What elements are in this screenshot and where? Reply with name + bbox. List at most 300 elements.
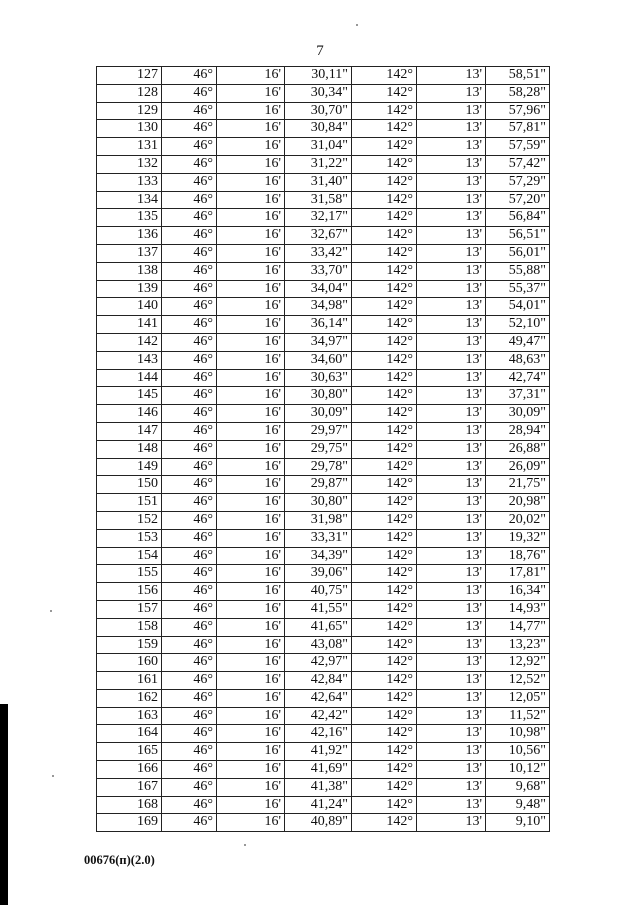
longitude-seconds-cell: 56,51" [486,227,550,245]
latitude-degrees-cell: 46° [162,761,217,779]
latitude-degrees-cell: 46° [162,209,217,227]
latitude-seconds-cell: 34,97" [285,333,352,351]
latitude-seconds-cell: 30,63" [285,369,352,387]
point-number-cell: 130 [97,120,162,138]
scan-speck [50,610,52,612]
latitude-degrees-cell: 46° [162,600,217,618]
point-number-cell: 146 [97,405,162,423]
table-row [97,280,550,298]
longitude-minutes-cell: 13' [417,120,486,138]
table-row [97,636,550,654]
latitude-minutes-cell: 16' [217,654,285,672]
longitude-degrees-cell: 142° [352,494,417,512]
longitude-degrees-cell: 142° [352,761,417,779]
table-row [97,511,550,529]
latitude-degrees-cell: 46° [162,636,217,654]
latitude-minutes-cell: 16' [217,743,285,761]
latitude-minutes-cell: 16' [217,227,285,245]
longitude-minutes-cell: 13' [417,280,486,298]
longitude-minutes-cell: 13' [417,67,486,85]
latitude-degrees-cell: 46° [162,440,217,458]
longitude-seconds-cell: 19,32" [486,529,550,547]
longitude-minutes-cell: 13' [417,244,486,262]
longitude-seconds-cell: 16,34" [486,583,550,601]
longitude-minutes-cell: 13' [417,138,486,156]
longitude-minutes-cell: 13' [417,814,486,832]
latitude-minutes-cell: 16' [217,67,285,85]
latitude-seconds-cell: 30,09" [285,405,352,423]
latitude-seconds-cell: 32,67" [285,227,352,245]
longitude-degrees-cell: 142° [352,440,417,458]
longitude-degrees-cell: 142° [352,654,417,672]
latitude-seconds-cell: 34,60" [285,351,352,369]
latitude-minutes-cell: 16' [217,565,285,583]
longitude-degrees-cell: 142° [352,689,417,707]
latitude-seconds-cell: 30,80" [285,387,352,405]
table-row [97,84,550,102]
longitude-degrees-cell: 142° [352,529,417,547]
longitude-degrees-cell: 142° [352,67,417,85]
point-number-cell: 169 [97,814,162,832]
longitude-seconds-cell: 57,59" [486,138,550,156]
longitude-minutes-cell: 13' [417,262,486,280]
longitude-degrees-cell: 142° [352,120,417,138]
longitude-degrees-cell: 142° [352,547,417,565]
latitude-seconds-cell: 41,65" [285,618,352,636]
table-row [97,618,550,636]
point-number-cell: 162 [97,689,162,707]
latitude-seconds-cell: 42,84" [285,672,352,690]
table-row [97,796,550,814]
longitude-degrees-cell: 142° [352,778,417,796]
latitude-minutes-cell: 16' [217,138,285,156]
latitude-minutes-cell: 16' [217,529,285,547]
table-row [97,369,550,387]
point-number-cell: 156 [97,583,162,601]
latitude-minutes-cell: 16' [217,155,285,173]
scan-speck [52,775,54,777]
longitude-minutes-cell: 13' [417,422,486,440]
table-row [97,262,550,280]
latitude-degrees-cell: 46° [162,743,217,761]
latitude-seconds-cell: 29,78" [285,458,352,476]
latitude-degrees-cell: 46° [162,422,217,440]
latitude-seconds-cell: 41,24" [285,796,352,814]
latitude-degrees-cell: 46° [162,120,217,138]
latitude-seconds-cell: 34,04" [285,280,352,298]
table-row [97,405,550,423]
point-number-cell: 142 [97,333,162,351]
longitude-minutes-cell: 13' [417,672,486,690]
latitude-minutes-cell: 16' [217,120,285,138]
longitude-minutes-cell: 13' [417,743,486,761]
table-row [97,138,550,156]
table-row [97,102,550,120]
latitude-seconds-cell: 29,87" [285,476,352,494]
table-row [97,565,550,583]
latitude-minutes-cell: 16' [217,280,285,298]
table-row [97,351,550,369]
longitude-degrees-cell: 142° [352,636,417,654]
coordinates-table [96,66,550,832]
longitude-seconds-cell: 10,98" [486,725,550,743]
longitude-seconds-cell: 28,94" [486,422,550,440]
latitude-minutes-cell: 16' [217,102,285,120]
point-number-cell: 157 [97,600,162,618]
table-row [97,583,550,601]
longitude-minutes-cell: 13' [417,387,486,405]
latitude-degrees-cell: 46° [162,689,217,707]
latitude-degrees-cell: 46° [162,84,217,102]
latitude-degrees-cell: 46° [162,333,217,351]
point-number-cell: 141 [97,316,162,334]
longitude-degrees-cell: 142° [352,173,417,191]
longitude-minutes-cell: 13' [417,725,486,743]
latitude-minutes-cell: 16' [217,583,285,601]
latitude-seconds-cell: 30,34" [285,84,352,102]
table-row [97,191,550,209]
latitude-seconds-cell: 42,64" [285,689,352,707]
longitude-degrees-cell: 142° [352,672,417,690]
scan-edge-mark [0,704,8,905]
latitude-minutes-cell: 16' [217,387,285,405]
latitude-minutes-cell: 16' [217,707,285,725]
latitude-seconds-cell: 34,39" [285,547,352,565]
latitude-degrees-cell: 46° [162,369,217,387]
latitude-seconds-cell: 41,69" [285,761,352,779]
latitude-minutes-cell: 16' [217,351,285,369]
longitude-minutes-cell: 13' [417,476,486,494]
latitude-degrees-cell: 46° [162,191,217,209]
latitude-seconds-cell: 41,92" [285,743,352,761]
longitude-degrees-cell: 142° [352,707,417,725]
point-number-cell: 147 [97,422,162,440]
longitude-minutes-cell: 13' [417,191,486,209]
latitude-minutes-cell: 16' [217,262,285,280]
latitude-minutes-cell: 16' [217,244,285,262]
table-row [97,547,550,565]
longitude-seconds-cell: 55,37" [486,280,550,298]
latitude-seconds-cell: 31,22" [285,155,352,173]
latitude-seconds-cell: 42,42" [285,707,352,725]
scan-speck [244,844,246,846]
longitude-seconds-cell: 57,81" [486,120,550,138]
longitude-seconds-cell: 12,05" [486,689,550,707]
longitude-degrees-cell: 142° [352,565,417,583]
table-row [97,600,550,618]
table-row [97,244,550,262]
point-number-cell: 165 [97,743,162,761]
table-row [97,707,550,725]
page-number: 7 [316,43,324,59]
latitude-degrees-cell: 46° [162,796,217,814]
point-number-cell: 151 [97,494,162,512]
table-row [97,209,550,227]
latitude-minutes-cell: 16' [217,298,285,316]
longitude-degrees-cell: 142° [352,743,417,761]
longitude-degrees-cell: 142° [352,583,417,601]
longitude-degrees-cell: 142° [352,511,417,529]
latitude-minutes-cell: 16' [217,636,285,654]
longitude-minutes-cell: 13' [417,761,486,779]
latitude-degrees-cell: 46° [162,672,217,690]
longitude-minutes-cell: 13' [417,618,486,636]
latitude-seconds-cell: 32,17" [285,209,352,227]
point-number-cell: 159 [97,636,162,654]
latitude-degrees-cell: 46° [162,618,217,636]
table-row [97,761,550,779]
point-number-cell: 129 [97,102,162,120]
longitude-degrees-cell: 142° [352,351,417,369]
longitude-degrees-cell: 142° [352,155,417,173]
longitude-seconds-cell: 12,52" [486,672,550,690]
point-number-cell: 143 [97,351,162,369]
longitude-minutes-cell: 13' [417,227,486,245]
table-row [97,814,550,832]
point-number-cell: 136 [97,227,162,245]
longitude-minutes-cell: 13' [417,458,486,476]
table-row [97,743,550,761]
latitude-degrees-cell: 46° [162,262,217,280]
latitude-seconds-cell: 42,16" [285,725,352,743]
longitude-seconds-cell: 14,77" [486,618,550,636]
longitude-seconds-cell: 21,75" [486,476,550,494]
table-row [97,440,550,458]
longitude-degrees-cell: 142° [352,725,417,743]
point-number-cell: 149 [97,458,162,476]
latitude-seconds-cell: 33,70" [285,262,352,280]
longitude-degrees-cell: 142° [352,333,417,351]
point-number-cell: 140 [97,298,162,316]
longitude-seconds-cell: 49,47" [486,333,550,351]
longitude-seconds-cell: 20,98" [486,494,550,512]
latitude-degrees-cell: 46° [162,654,217,672]
longitude-seconds-cell: 57,29" [486,173,550,191]
scan-speck [356,24,358,26]
point-number-cell: 166 [97,761,162,779]
latitude-degrees-cell: 46° [162,351,217,369]
latitude-minutes-cell: 16' [217,191,285,209]
point-number-cell: 168 [97,796,162,814]
latitude-seconds-cell: 31,40" [285,173,352,191]
point-number-cell: 152 [97,511,162,529]
point-number-cell: 158 [97,618,162,636]
latitude-minutes-cell: 16' [217,173,285,191]
latitude-minutes-cell: 16' [217,618,285,636]
table-row [97,725,550,743]
coordinates-table-body [97,67,550,832]
latitude-minutes-cell: 16' [217,761,285,779]
longitude-degrees-cell: 142° [352,244,417,262]
latitude-degrees-cell: 46° [162,458,217,476]
longitude-seconds-cell: 17,81" [486,565,550,583]
longitude-seconds-cell: 9,48" [486,796,550,814]
longitude-degrees-cell: 142° [352,209,417,227]
table-row [97,476,550,494]
point-number-cell: 161 [97,672,162,690]
longitude-minutes-cell: 13' [417,654,486,672]
table-row [97,654,550,672]
longitude-seconds-cell: 14,93" [486,600,550,618]
longitude-degrees-cell: 142° [352,476,417,494]
longitude-minutes-cell: 13' [417,440,486,458]
longitude-minutes-cell: 13' [417,689,486,707]
longitude-degrees-cell: 142° [352,227,417,245]
longitude-degrees-cell: 142° [352,796,417,814]
table-row [97,494,550,512]
longitude-minutes-cell: 13' [417,636,486,654]
latitude-seconds-cell: 33,31" [285,529,352,547]
point-number-cell: 131 [97,138,162,156]
latitude-seconds-cell: 36,14" [285,316,352,334]
longitude-degrees-cell: 142° [352,298,417,316]
point-number-cell: 133 [97,173,162,191]
longitude-degrees-cell: 142° [352,814,417,832]
latitude-degrees-cell: 46° [162,494,217,512]
longitude-seconds-cell: 26,88" [486,440,550,458]
longitude-seconds-cell: 9,68" [486,778,550,796]
longitude-degrees-cell: 142° [352,280,417,298]
latitude-degrees-cell: 46° [162,138,217,156]
latitude-minutes-cell: 16' [217,422,285,440]
latitude-minutes-cell: 16' [217,778,285,796]
longitude-degrees-cell: 142° [352,458,417,476]
latitude-minutes-cell: 16' [217,84,285,102]
longitude-minutes-cell: 13' [417,155,486,173]
latitude-seconds-cell: 34,98" [285,298,352,316]
longitude-seconds-cell: 55,88" [486,262,550,280]
longitude-minutes-cell: 13' [417,102,486,120]
latitude-minutes-cell: 16' [217,600,285,618]
latitude-minutes-cell: 16' [217,369,285,387]
document-code: 00676(п)(2.0) [84,853,155,867]
point-number-cell: 127 [97,67,162,85]
longitude-seconds-cell: 11,52" [486,707,550,725]
longitude-seconds-cell: 10,56" [486,743,550,761]
latitude-minutes-cell: 16' [217,440,285,458]
latitude-minutes-cell: 16' [217,796,285,814]
latitude-seconds-cell: 40,75" [285,583,352,601]
latitude-minutes-cell: 16' [217,689,285,707]
latitude-minutes-cell: 16' [217,333,285,351]
longitude-minutes-cell: 13' [417,583,486,601]
latitude-seconds-cell: 29,75" [285,440,352,458]
latitude-seconds-cell: 29,97" [285,422,352,440]
longitude-seconds-cell: 37,31" [486,387,550,405]
latitude-seconds-cell: 42,97" [285,654,352,672]
longitude-seconds-cell: 48,63" [486,351,550,369]
longitude-minutes-cell: 13' [417,494,486,512]
table-row [97,529,550,547]
table-row [97,672,550,690]
latitude-seconds-cell: 30,80" [285,494,352,512]
longitude-minutes-cell: 13' [417,529,486,547]
longitude-minutes-cell: 13' [417,351,486,369]
longitude-minutes-cell: 13' [417,369,486,387]
latitude-degrees-cell: 46° [162,102,217,120]
latitude-minutes-cell: 16' [217,476,285,494]
latitude-minutes-cell: 16' [217,458,285,476]
table-row [97,422,550,440]
longitude-minutes-cell: 13' [417,209,486,227]
longitude-seconds-cell: 9,10" [486,814,550,832]
latitude-degrees-cell: 46° [162,316,217,334]
longitude-seconds-cell: 42,74" [486,369,550,387]
point-number-cell: 135 [97,209,162,227]
point-number-cell: 139 [97,280,162,298]
latitude-degrees-cell: 46° [162,814,217,832]
latitude-minutes-cell: 16' [217,725,285,743]
longitude-minutes-cell: 13' [417,405,486,423]
longitude-seconds-cell: 26,09" [486,458,550,476]
longitude-minutes-cell: 13' [417,547,486,565]
longitude-degrees-cell: 142° [352,600,417,618]
longitude-minutes-cell: 13' [417,298,486,316]
longitude-seconds-cell: 56,84" [486,209,550,227]
longitude-minutes-cell: 13' [417,173,486,191]
point-number-cell: 164 [97,725,162,743]
latitude-minutes-cell: 16' [217,405,285,423]
latitude-degrees-cell: 46° [162,529,217,547]
longitude-degrees-cell: 142° [352,84,417,102]
longitude-seconds-cell: 57,42" [486,155,550,173]
longitude-seconds-cell: 10,12" [486,761,550,779]
longitude-minutes-cell: 13' [417,565,486,583]
latitude-degrees-cell: 46° [162,565,217,583]
table-row [97,173,550,191]
latitude-minutes-cell: 16' [217,209,285,227]
latitude-minutes-cell: 16' [217,511,285,529]
latitude-degrees-cell: 46° [162,511,217,529]
table-row [97,387,550,405]
table-row [97,227,550,245]
longitude-degrees-cell: 142° [352,262,417,280]
point-number-cell: 154 [97,547,162,565]
latitude-degrees-cell: 46° [162,707,217,725]
longitude-degrees-cell: 142° [352,422,417,440]
latitude-seconds-cell: 31,98" [285,511,352,529]
table-row [97,298,550,316]
table-row [97,316,550,334]
latitude-minutes-cell: 16' [217,494,285,512]
longitude-minutes-cell: 13' [417,84,486,102]
latitude-seconds-cell: 30,70" [285,102,352,120]
latitude-degrees-cell: 46° [162,227,217,245]
table-row [97,155,550,173]
longitude-seconds-cell: 54,01" [486,298,550,316]
point-number-cell: 145 [97,387,162,405]
latitude-seconds-cell: 31,58" [285,191,352,209]
longitude-seconds-cell: 57,96" [486,102,550,120]
longitude-minutes-cell: 13' [417,778,486,796]
point-number-cell: 134 [97,191,162,209]
longitude-seconds-cell: 57,20" [486,191,550,209]
longitude-degrees-cell: 142° [352,316,417,334]
latitude-seconds-cell: 41,55" [285,600,352,618]
longitude-seconds-cell: 52,10" [486,316,550,334]
point-number-cell: 163 [97,707,162,725]
longitude-seconds-cell: 20,02" [486,511,550,529]
longitude-minutes-cell: 13' [417,316,486,334]
latitude-seconds-cell: 43,08" [285,636,352,654]
latitude-minutes-cell: 16' [217,547,285,565]
point-number-cell: 128 [97,84,162,102]
latitude-minutes-cell: 16' [217,672,285,690]
table-row [97,333,550,351]
longitude-degrees-cell: 142° [352,369,417,387]
table-row [97,458,550,476]
point-number-cell: 153 [97,529,162,547]
